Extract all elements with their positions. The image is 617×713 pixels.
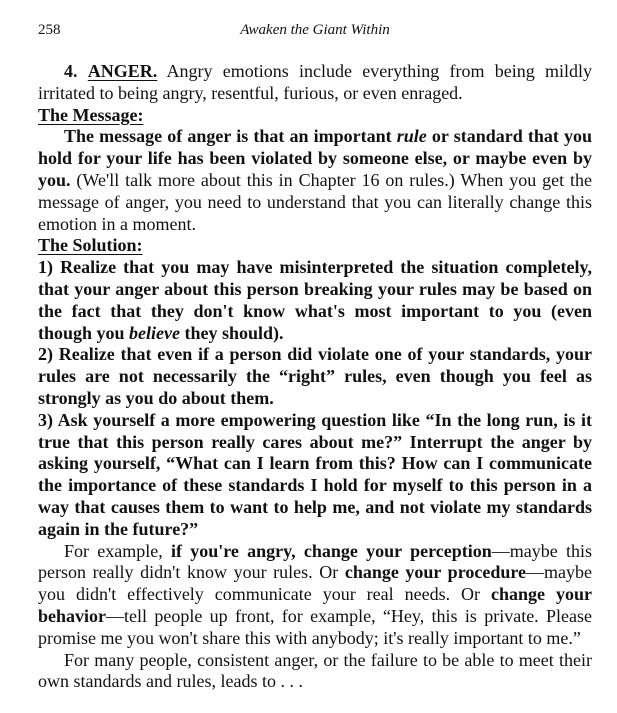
solution-step-1 xyxy=(38,257,592,344)
section-intro-paragraph xyxy=(38,61,592,105)
section-number: 4. xyxy=(64,61,78,81)
step-1-text-b: they should). xyxy=(180,322,284,343)
page-header xyxy=(38,22,592,42)
solution-heading-text: The Solution: xyxy=(38,235,143,256)
message-heading-text: The Message: xyxy=(38,104,144,125)
example-text-2: —maybe this person really didn't know your rules. Or xyxy=(38,540,592,583)
message-plain-text: (We'll talk more about this in Chapter 16 on rules.) When you get the message of anger, you need to understand that you can literally change this emotion in a moment. xyxy=(38,169,592,234)
solution-heading xyxy=(38,235,592,257)
page-body xyxy=(38,61,592,693)
running-title: Awaken the Giant Within xyxy=(240,22,390,38)
page-number: 258 xyxy=(38,22,61,38)
example-text-4: —tell people up front, for example, “Hey, this is private. Please promise me you won't share this with anybody; it's really important to me.” xyxy=(38,605,592,648)
solution-step-3: 3) Ask yourself a more empowering question like “In the long run, is it true that this person really cares about me?” Interrupt the anger by asking yourself, “What can I learn from this? How can I communicate the importance of these standards I hold for myself to this person in a way that causes them to want to help me, and not violate my standards again in the future?” xyxy=(38,409,592,539)
example-text-1: For example, xyxy=(64,540,171,561)
example-bold-behavior: change your behavior xyxy=(38,584,592,626)
message-bold-italic-rule: rule xyxy=(396,126,427,147)
section-intro-text: Angry emotions include everything from being mildly irritated to being angry, resentful, furious, or even enraged. xyxy=(38,61,593,103)
message-paragraph xyxy=(38,126,592,235)
solution-step-2: 2) Realize that even if a person did violate one of your standards, your rules are not necessarily the “right” rules, even though you feel as strongly as you do about them. xyxy=(38,344,592,408)
closing-paragraph: For many people, consistent anger, or the failure to be able to meet their own standards and rules, leads to . . . xyxy=(38,649,592,692)
example-text-3: —maybe you didn't effectively communicate your real needs. Or xyxy=(38,562,592,605)
message-bold-part-1: The message of anger is that an important xyxy=(64,126,397,147)
message-bold-part-2: or standard that you hold for your life has been violated by someone else, or maybe even by you. xyxy=(38,126,593,190)
message-heading xyxy=(38,105,592,127)
step-1-text-a: 1) Realize that you may have misinterpreted the situation completely, that your anger about this person breaking your rules may be based on the fact that they don't know what's most important to you (even though you xyxy=(38,257,592,343)
example-paragraph xyxy=(38,541,592,650)
step-1-italic-believe: believe xyxy=(129,322,181,343)
example-bold-perception: if you're angry, change your perception xyxy=(170,540,492,561)
section-title: ANGER. xyxy=(87,61,158,81)
example-bold-procedure: change your procedure xyxy=(344,562,527,583)
